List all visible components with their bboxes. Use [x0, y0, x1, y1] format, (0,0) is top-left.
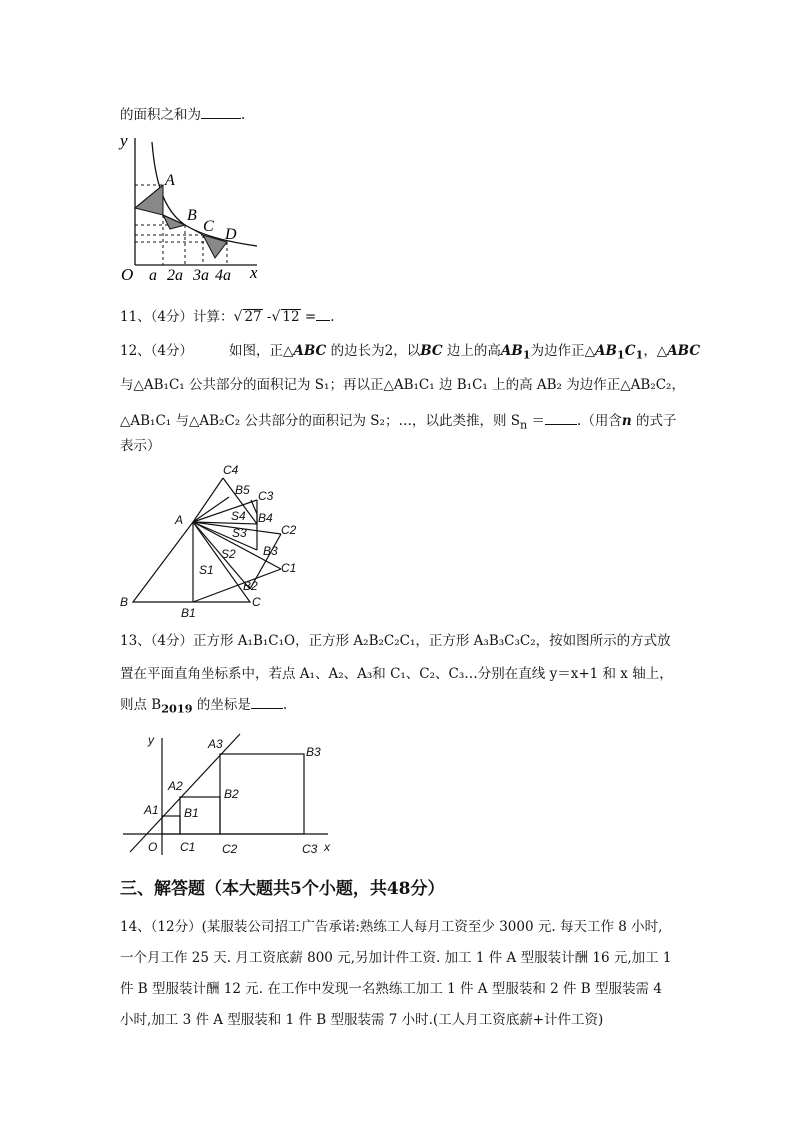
q12-line-4: 表示）: [120, 438, 161, 454]
q10-text: 的面积之和为: [120, 107, 201, 123]
sqrt-icon: √: [233, 309, 243, 325]
q12-line-2: 与△AB₁C₁ 公共部分的面积记为 S₁；再以正△AB₁C₁ 边 B₁C₁ 上的高 AB₂ 为边作正△AB₂C₂，: [120, 377, 685, 393]
fig12-label-c4: C4: [223, 463, 239, 477]
figure-13-squares: [118, 730, 338, 860]
fig10-point-b: B: [187, 207, 197, 224]
q13-answer-blank[interactable]: [251, 694, 283, 709]
fig10-y-label: y: [120, 131, 128, 150]
fig13-label-a3: A3: [208, 737, 223, 751]
fig12-label-c1: C1: [281, 561, 297, 575]
q10-answer-blank[interactable]: [201, 104, 241, 119]
q12-answer-blank[interactable]: [545, 410, 577, 425]
fig10-tick-2a: 2a: [167, 267, 183, 284]
figure-10-hyperbola: [115, 130, 265, 284]
fig10-shaded-triangle-1: [135, 185, 163, 215]
fig12-label-c: C: [252, 595, 261, 609]
q14-line-4: 小时,加工 3 件 A 型服装和 1 件 B 型服装需 7 小时.(工人月工资底薪+计件工资): [120, 1012, 604, 1028]
fig10-tick-4a: 4a: [215, 267, 231, 284]
q13-line-3: 则点 $B_{2019}$ 的坐标是 .: [120, 694, 287, 719]
fig12-label-b5: B5: [235, 483, 250, 497]
fig12-label-b: B: [120, 595, 129, 609]
fig12-label-b1: B1: [181, 606, 196, 620]
fig12-label-a: A: [175, 513, 184, 527]
q13-line-1: 13、（4分）正方形 A₁B₁C₁O，正方形 A₂B₂C₂C₁，正方形 A₃B₃C₃C₂，按如图所示的方式放: [120, 633, 671, 649]
fig10-shaded-triangle-3: [203, 235, 227, 258]
q14-line-2: 一个月工作 25 天. 月工资底薪 800 元,另加计件工资. 加工 1 件 A 型服装计酬 16 元,加工 1: [120, 950, 672, 966]
fig13-label-c2: C2: [222, 842, 238, 856]
q11: 11、（4分）计算：√ 27 -√ 12 = .: [120, 306, 335, 327]
fig12-label-b2: B2: [243, 579, 258, 593]
q12-line-1: 12、（4分） 如图，正△ABC 的边长为2，以BC 边上的高$AB_1$为边作正$\triangle AB_1C_1$，△ABC: [120, 343, 701, 362]
fig13-label-c3: C3: [302, 842, 318, 856]
q14-line-3: 件 B 型服装计酬 12 元. 在工作中发现一名熟练工加工 1 件 A 型服装和 2 件 B 型服装需 4: [120, 981, 662, 997]
fig12-label-b4: B4: [258, 511, 273, 525]
fig10-point-c: C: [203, 218, 214, 235]
q11-answer-blank[interactable]: [316, 306, 330, 321]
fig10-x-label: x: [250, 263, 258, 282]
q13-line-2: 置在平面直角坐标系中，若点 A₁、A₂、A₃和 C₁、C₂、C₃…分别在直线 y＝x+1 和 x 轴上，: [120, 666, 673, 682]
fig10-tick-3a: 3a: [193, 267, 209, 284]
fig13-label-b3: B3: [306, 745, 321, 759]
fig13-label-b2: B2: [224, 787, 239, 801]
fig10-point-d: D: [225, 226, 237, 243]
fig12-label-s1: S1: [199, 563, 214, 577]
fig12-label-c2: C2: [281, 523, 297, 537]
q10-tail: 的面积之和为 .: [120, 104, 245, 125]
fig13-label-a1: A1: [144, 803, 159, 817]
fig10-origin: O: [121, 265, 134, 284]
figure-12-triangles: [115, 462, 295, 622]
fig10-point-a: A: [165, 172, 175, 189]
fig13-label-b1: B1: [184, 806, 199, 820]
q12-line-3: △AB₁C₁ 与△AB₂C₂ 公共部分的面积记为 S₂；…，以此类推，则 $S_n$ ＝ .（用含n 的式子: [120, 410, 676, 436]
fig12-label-c3: C3: [258, 489, 274, 503]
fig10-tick-a: a: [149, 267, 157, 284]
fig13-y-label: y: [148, 733, 154, 747]
fig13-label-a2: A2: [168, 779, 183, 793]
fig13-label-c1: C1: [180, 840, 196, 854]
fig13-x-label: x: [324, 840, 330, 854]
q14-line-1: 14、（12分）(某服装公司招工广告承诺:熟练工人每月工资至少 3000 元. 每天工作 8 小时,: [120, 919, 663, 935]
fig12-label-s3: S3: [232, 526, 247, 540]
fig12-label-s2: S2: [221, 547, 236, 561]
sqrt-icon: √: [271, 309, 281, 325]
section-3-heading: 三、解答题（本大题共5个小题，共48分）: [120, 879, 445, 899]
fig12-label-b3: B3: [263, 544, 278, 558]
fig12-label-s4: S4: [231, 509, 246, 523]
fig13-origin: O: [148, 840, 158, 854]
